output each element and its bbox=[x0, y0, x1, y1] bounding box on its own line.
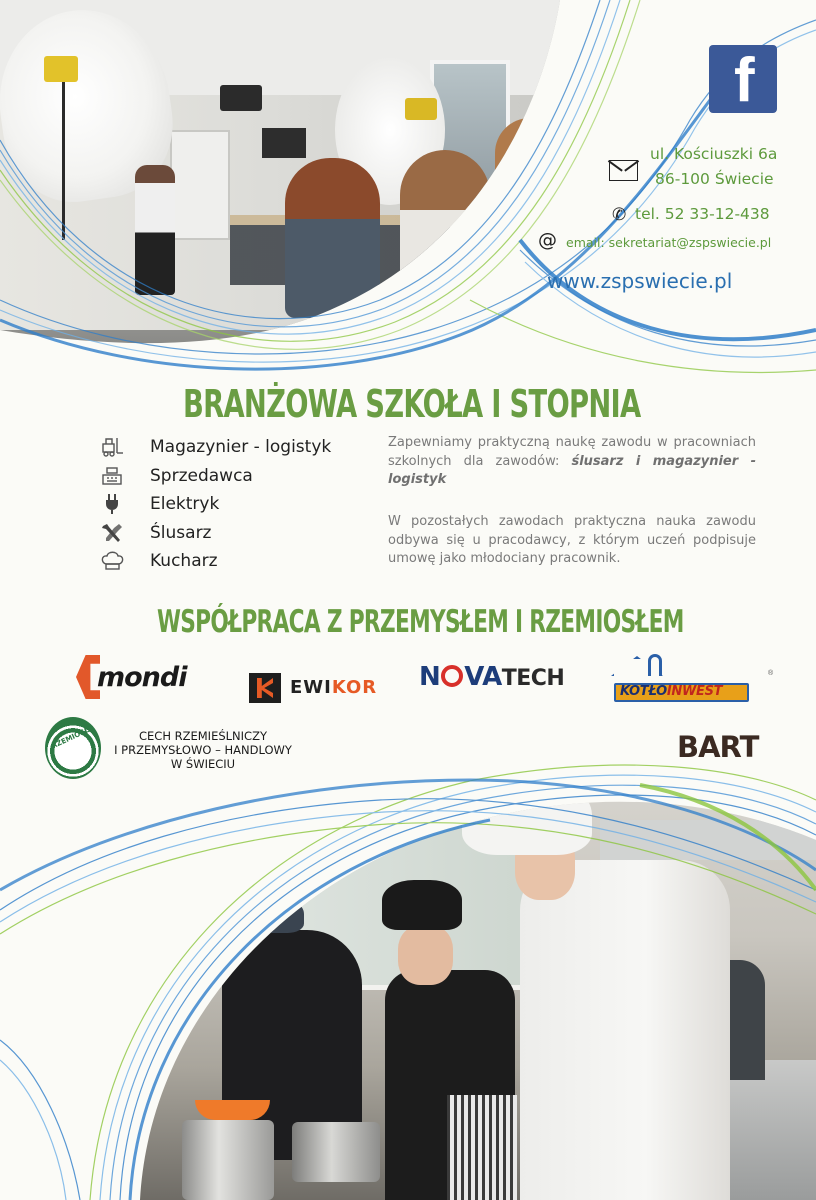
address-line-2: 86-100 Świecie bbox=[655, 170, 774, 188]
ewikor-logo-mark bbox=[249, 673, 281, 703]
practical-training-professions: ślusarz i magazynier - logistyk bbox=[388, 453, 756, 487]
email-address[interactable]: email: sekretariat@zspswiecie.pl bbox=[566, 235, 772, 250]
facebook-link[interactable] bbox=[709, 45, 777, 113]
cook-hat bbox=[382, 880, 462, 930]
list-item bbox=[100, 490, 331, 519]
forklift-icon bbox=[100, 436, 128, 458]
orange-bowl bbox=[195, 1100, 270, 1120]
phone-icon: ✆ bbox=[612, 205, 627, 224]
cook-hat bbox=[238, 895, 304, 933]
profession-label: Sprzedawca bbox=[150, 465, 253, 486]
seated-student bbox=[400, 150, 490, 300]
student-cook-right bbox=[520, 860, 730, 1200]
cooperation-heading: WSPÓŁPRACA Z PRZEMYSŁEM I RZEMIOSŁEM bbox=[157, 604, 684, 640]
employer-training-text: W pozostałych zawodach praktyczna nauka zawodu odbywa się u pracodawcy, z którym uczeń podpisuje umowę jako młodociany pracownik. bbox=[388, 514, 756, 566]
whiteboard bbox=[170, 130, 230, 240]
list-item bbox=[100, 433, 331, 462]
cech-name-line-1: CECH RZEMIEŚLNICZY bbox=[139, 729, 267, 743]
practical-training-text bbox=[388, 434, 756, 490]
list-item bbox=[100, 547, 331, 576]
seated-student bbox=[495, 118, 565, 218]
cech-name bbox=[108, 729, 298, 771]
kotloinwest-logo-part-2: INWEST bbox=[666, 684, 723, 699]
plug-icon bbox=[100, 493, 128, 515]
chef-hat-icon bbox=[100, 550, 128, 572]
website-link[interactable]: www.zspswiecie.pl bbox=[547, 269, 733, 293]
novatech-logo bbox=[419, 662, 564, 692]
cooking-pot bbox=[182, 1120, 274, 1200]
practical-training-intro: Zapewniamy praktyczną naukę zawodu w pracowniach szkolnych dla zawodów: bbox=[388, 435, 756, 469]
at-icon: @ bbox=[538, 229, 557, 251]
kotloinwest-logo-part-1: KOTŁO bbox=[620, 684, 667, 699]
profession-label: Elektryk bbox=[150, 494, 220, 515]
novatech-logo-part-1: N bbox=[419, 662, 441, 692]
novatech-logo-part-2: VA bbox=[464, 662, 502, 692]
tv-screen bbox=[262, 128, 306, 158]
tools-icon bbox=[100, 522, 128, 544]
classroom-photo bbox=[0, 0, 816, 380]
kitchen-hood bbox=[600, 820, 816, 860]
striped-apron bbox=[447, 1095, 517, 1200]
novatech-o-icon bbox=[441, 665, 463, 687]
registered-mark: ® bbox=[768, 670, 774, 677]
bart-logo: BART bbox=[677, 730, 759, 764]
profession-label: Ślusarz bbox=[150, 522, 212, 543]
light-stand bbox=[62, 60, 65, 240]
cech-name-line-3: W ŚWIECIU bbox=[170, 757, 236, 771]
profession-label: Magazynier - logistyk bbox=[150, 437, 332, 458]
cech-name-line-2: I PRZEMYSŁOWO – HANDLOWY bbox=[114, 743, 292, 757]
studio-light bbox=[405, 98, 437, 120]
cook-face bbox=[398, 925, 453, 985]
projector bbox=[220, 85, 262, 111]
kotloinwest-logo bbox=[620, 684, 722, 699]
novatech-logo-part-3: TECH bbox=[501, 666, 565, 691]
cech-seal-text: RZEMIOSŁO bbox=[50, 723, 96, 751]
seated-student bbox=[285, 158, 380, 318]
standing-student bbox=[135, 165, 175, 295]
kotloinwest-chimney-icon bbox=[648, 654, 662, 676]
studio-light bbox=[44, 56, 78, 82]
ewikor-logo bbox=[290, 677, 377, 698]
ewikor-logo-part-2: KOR bbox=[331, 677, 378, 698]
profession-label: Kucharz bbox=[150, 551, 218, 572]
envelope-icon bbox=[609, 160, 638, 181]
mondi-logo: mondi bbox=[97, 662, 187, 693]
phone-number[interactable]: tel. 52 33-12-438 bbox=[635, 205, 770, 223]
list-item bbox=[100, 519, 331, 548]
ewikor-logo-part-1: EWI bbox=[290, 677, 332, 698]
facebook-icon: f bbox=[734, 46, 755, 115]
professions-list bbox=[100, 433, 331, 576]
chef-toque bbox=[462, 775, 592, 855]
list-item bbox=[100, 462, 331, 491]
cooking-pot bbox=[292, 1122, 380, 1182]
address-line-1: ul. Kościuszki 6a bbox=[650, 145, 778, 163]
kitchen-photo bbox=[0, 760, 816, 1200]
school-heading: BRANŻOWA SZKOŁA I STOPNIA bbox=[183, 382, 641, 426]
cash-register-icon bbox=[100, 465, 128, 487]
